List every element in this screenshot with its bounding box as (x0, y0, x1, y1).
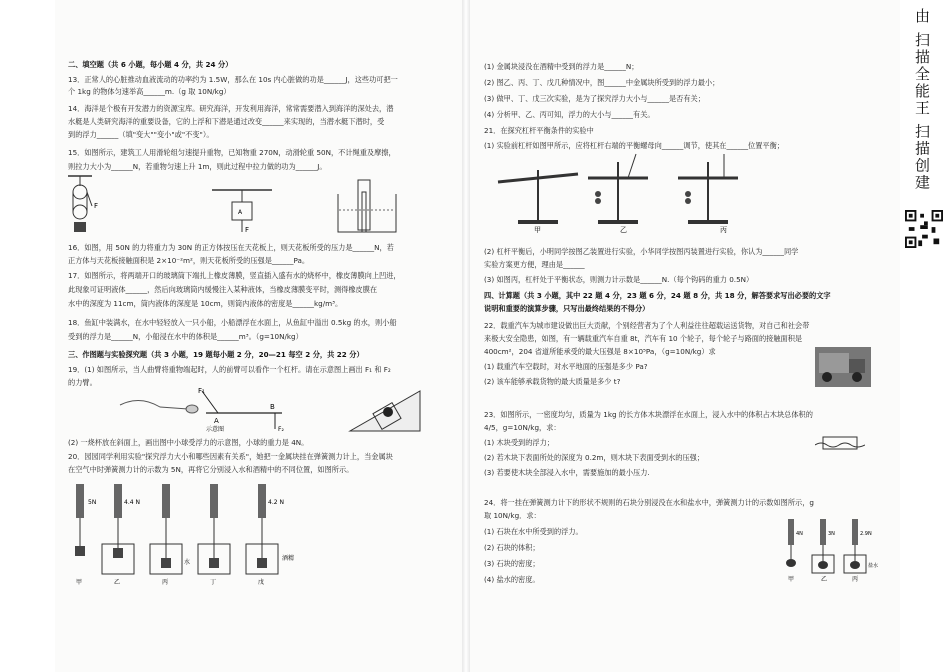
svg-text:酒精: 酒精 (282, 555, 295, 562)
ball-icon (383, 407, 393, 417)
q19-figures (110, 385, 440, 435)
scanner-brand-text: 由 扫描全能王 扫描创建 (913, 8, 931, 192)
q24-line2: 取 10N/kg．求： (484, 511, 541, 520)
q16-line1: 16．如图，用 50N 的力将重力为 30N 的正方体按压在天花板上，则天花板所受的压力是______N，若 (68, 243, 394, 252)
q20-sub1: (1) 金属块浸没在酒精中受到的浮力是______N； (484, 62, 639, 71)
q21-sub1: (1) 实验前杠杆如图甲所示，应将杠杆右端的平衡螺母向______调节，使其在______位置平衡； (484, 141, 784, 150)
q23-line2: 4/5，g=10N/kg，求： (484, 423, 561, 432)
q21-sub3: (3) 如图丙，杠杆处于平衡状态，则测力计示数是______N.（每个钩码的重力 0.5N） (484, 275, 754, 284)
svg-text:盐水: 盐水 (868, 563, 879, 569)
scale-yi (102, 484, 140, 586)
q22-line1: 22．载重汽车为城市建设做出巨大贡献，个别经营者为了个人利益往往超载运送货物，对自己和社会带 (484, 321, 810, 330)
section-calc-line2: 说明和重要的演算步骤，只写出最终结果的不得分） (484, 304, 650, 313)
q20-sub3: (3) 做甲、丁、戊三次实验，是为了探究浮力大小与______是否有关； (484, 94, 705, 103)
q20-sub4: (4) 分析甲、乙、丙可知，浮力的大小与______有关。 (484, 110, 655, 119)
q24-sub2: (2) 石块的体积； (484, 543, 540, 552)
q22-sub1: (1) 载重汽车空载时，对水平地面的压强是多少 Pa? (484, 362, 648, 371)
svg-text:B: B (270, 403, 275, 411)
svg-text:丙: 丙 (162, 579, 169, 586)
svg-text:甲: 甲 (788, 576, 795, 583)
svg-text:甲: 甲 (534, 226, 541, 234)
q23-sub1: (1) 木块受到的浮力； (484, 438, 554, 447)
q14-line1: 14．海洋是个极有开发潜力的资源宝库。研究海洋，开发利用海洋，常常需要潜入到海洋的深处去，潜 (68, 104, 394, 113)
scale-wu (246, 484, 294, 586)
q18-line2: 受到的浮力是______N，小船浸在水中的体积是______m³。（g=10N/kg） (68, 332, 303, 341)
q24-spring-scales (780, 515, 880, 585)
svg-text:丙: 丙 (852, 576, 859, 583)
svg-text:示意图: 示意图 (206, 426, 225, 433)
svg-text:乙: 乙 (620, 226, 627, 234)
svg-text:5N: 5N (88, 499, 97, 506)
q21-title: 21．在探究杠杆平衡条件的实验中 (484, 126, 594, 135)
truck-photo (815, 347, 871, 387)
svg-text:戊: 戊 (258, 579, 265, 586)
q23-sub3: (3) 若要使木块全部浸入水中，需要施加的最小压力. (484, 468, 650, 477)
q23-sub2: (2) 若木块下表面所处的深度为 0.2m，则木块下表面受到水的压强； (484, 453, 705, 462)
lever-jia (498, 170, 578, 234)
q19-part2: (2) 一烧杯放在斜面上，画出图中小球受浮力的示意图，小球的重力是 4N。 (68, 438, 309, 447)
svg-text:F₁: F₁ (198, 387, 205, 395)
q17-line3: 水中的深度为 11cm，筒内液体的深度是 10cm，则筒内液体的密度是______kg/m³。 (68, 299, 343, 308)
q24-line1: 24．将一挂在弹簧测力计下的形状不规则的石块分别浸没在水和盐水中，弹簧测力计的示数如图所示，g (484, 498, 814, 507)
q17-line2: 此现象可证明液体______，然后向玻璃筒内缓慢注入某种液体，当橡皮薄膜变平时，测得橡皮膜在 (68, 285, 378, 294)
q24-scale-yi (812, 519, 835, 583)
svg-text:甲: 甲 (76, 579, 83, 586)
q19-line2: 的力臂。 (68, 378, 97, 387)
scale-ding (198, 484, 230, 586)
scale-jia (75, 484, 96, 586)
section-calc-line1: 四、计算题（共 3 小题，其中 22 题 4 分，23 题 6 分，24 题 8 分，共 18 分，解答要求写出必要的文字 (484, 291, 831, 300)
svg-text:F₂: F₂ (278, 426, 284, 433)
q13-line2: 个 1kg 的物体匀速举高______m.（g 取 10N/kg） (68, 87, 231, 96)
floating-block-sketch (815, 435, 865, 455)
q24-scale-bing (844, 519, 878, 583)
svg-text:丙: 丙 (720, 226, 727, 234)
q17-line1: 17．如图所示，将两端开口的玻璃筒下端扎上橡皮薄膜，竖直插入盛有水的烧杯中，橡皮薄膜向上凹进， (68, 271, 401, 280)
svg-text:A: A (238, 209, 243, 216)
q15-q16-q17-figures (62, 172, 412, 238)
svg-text:F: F (94, 202, 99, 210)
q24-sub3: (3) 石块的密度； (484, 559, 540, 568)
section-experiment: 三、作图题与实验探究题（共 3 小题，19 题每小题 2 分，20—21 每空 2 分，共 22 分） (68, 350, 364, 359)
svg-text:乙: 乙 (114, 579, 121, 586)
section-fill-blank: 二、填空题（共 6 小题，每小题 4 分，共 24 分） (68, 60, 233, 69)
svg-text:2.9N: 2.9N (860, 531, 872, 537)
q22-sub2: (2) 该车能够承载货物的最大质量是多少 t? (484, 377, 621, 386)
svg-text:4.2 N: 4.2 N (268, 499, 284, 506)
movable-pulley-icon (73, 205, 87, 219)
q21-lever-figures (488, 150, 748, 234)
q14-line2: 水艇是人类研究海洋的重要设备，它的上浮和下潜是通过改变______来实现的，当潜水艇下潜时，受 (68, 117, 385, 126)
q15-line2: 则拉力大小为______N，若重物匀速上升 1m，则此过程中拉力做的功为______J。 (68, 162, 327, 171)
q20-line2: 在空气中时弹簧测力计的示数为 5N，再将它分别浸入水和酒精中的不同位置，如图所示。 (68, 465, 354, 474)
q22-line2: 来极大安全隐患，如图，有一辆载重汽车自重 8t，汽车有 10 个轮子，每个轮子与路面的接触面积是 (484, 334, 803, 343)
arm-sketch (120, 400, 188, 409)
glass-tube (358, 180, 370, 230)
q21-sub2-line1: (2) 杠杆平衡后，小明同学按图乙装置进行实验，小华同学按图丙装置进行实验，你认为______同学 (484, 247, 799, 256)
page-gutter (462, 0, 470, 672)
q24-sub4: (4) 盐水的密度。 (484, 575, 540, 584)
q13-line1: 13．正常人的心脏推动血液流动的功率约为 1.5W，那么在 10s 内心脏做的功是______J，这些功可把一 (68, 75, 398, 84)
svg-text:水: 水 (184, 559, 191, 566)
q23-line1: 23．如图所示，一密度均匀，质量为 1kg 的长方体木块漂浮在水面上，浸入水中的体积占木块总体积的 (484, 410, 813, 419)
svg-text:乙: 乙 (821, 576, 828, 583)
scale-bing (150, 484, 190, 586)
q18-line1: 18．鱼缸中装满水，在水中轻轻放入一只小船，小船漂浮在水面上，从鱼缸中溢出 0.5kg 的水，则小船 (68, 318, 397, 327)
svg-text:F: F (245, 226, 250, 234)
svg-text:丁: 丁 (210, 579, 217, 586)
q21-sub2-line2: 实验方案更方便，理由是______ (484, 260, 585, 269)
svg-text:3N: 3N (828, 531, 835, 537)
svg-text:4.4 N: 4.4 N (124, 499, 140, 506)
qr-code-icon (905, 210, 943, 248)
q24-scale-jia (786, 519, 803, 583)
q16-line2: 正方体与天花板接触面积是 2×10⁻²m²，则天花板所受的压强是______Pa。 (68, 256, 310, 265)
fixed-pulley-icon (73, 185, 87, 199)
lever-bing (678, 154, 738, 234)
q20-spring-scales (70, 474, 350, 592)
q24-sub1: (1) 石块在水中所受到的浮力。 (484, 527, 583, 536)
beaker-icon (338, 194, 396, 232)
svg-text:4N: 4N (796, 531, 803, 537)
q20-line1: 20．园园同学利用实验"探究浮力大小和哪些因素有关系"，她把一金属块挂在弹簧测力计上，当金属块 (68, 452, 393, 461)
q14-line3: 到的浮力______（填"变大""变小"或"不变"）。 (68, 130, 214, 139)
q19-line1: 19．(1) 如图所示，当人曲臂将重物端起时，人的前臂可以看作一个杠杆。请在示意图上画出 F₁ 和 F₂ (68, 365, 391, 374)
lever-yi (588, 154, 648, 234)
q15-line1: 15．如图所示，建筑工人用滑轮组匀速提升重物，已知物重 270N，动滑轮重 50N，不计绳重及摩擦， (68, 148, 396, 157)
q22-line3: 400cm²，204 省道所能承受的最大压强是 8×10⁵Pa，（g=10N/kg）求 (484, 347, 716, 356)
q20-sub2: (2) 图乙、丙、丁、戊几种情况中，图______中金属块所受到的浮力最小； (484, 78, 720, 87)
svg-text:A: A (214, 417, 219, 425)
